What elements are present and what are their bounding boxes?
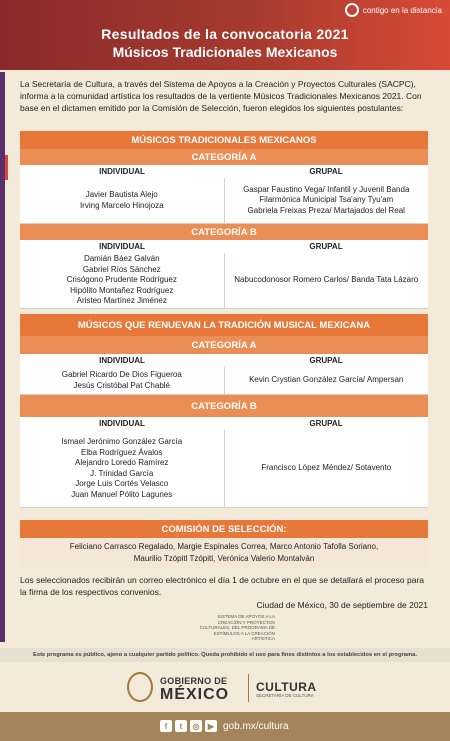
issue-date: Ciudad de México, 30 de septiembre de 2021 — [256, 600, 428, 610]
header-grupal: GRUPAL — [309, 419, 343, 428]
footer-url-link[interactable]: gob.mx/cultura — [223, 721, 289, 732]
header-individual: INDIVIDUAL — [99, 242, 145, 251]
header-individual: INDIVIDUAL — [99, 419, 145, 428]
grupal-cell — [224, 430, 429, 507]
social-icons — [160, 720, 217, 732]
header-banner — [0, 0, 450, 70]
winner-name: Francisco López Méndez/ Sotavento — [261, 463, 392, 473]
commission-title: COMISIÓN DE SELECCIÓN: — [20, 520, 428, 538]
instagram-icon[interactable]: ◎ — [190, 720, 202, 732]
winner-name: Gabriela Freixas Preza/ Martajados del Real — [247, 205, 405, 215]
winner-name: Alejandro Loredo Ramírez — [75, 458, 169, 467]
winner-name: Gaspar Faustino Vega/ Infantil y Juvenil Banda Filarmónica Municipal Tsa'any Tyu'am — [243, 184, 410, 205]
winner-name: Ismael Jerónimo González García — [61, 437, 183, 446]
facebook-icon[interactable]: f — [160, 720, 172, 732]
winner-name: Gabriel Ríos Sánchez — [82, 264, 161, 274]
header-individual: INDIVIDUAL — [99, 356, 145, 365]
winner-name: Jorge Luis Cortés Velasco — [75, 479, 169, 488]
signature-block: SISTEMA DE APOYOS A LA CREACIÓN Y PROYECTOS CULTURALES, DEL PROGRAMA DE ESTÍMULOS A LA CREACIÓN ARTÍSTICA — [199, 614, 275, 641]
header-grupal: GRUPAL — [309, 356, 343, 365]
commission-line: Feliciano Carrasco Regalado, Margie Espinales Correa, Marco Antonio Tafolla Soriano, — [69, 542, 379, 551]
mexico-label: MÉXICO — [160, 686, 230, 703]
winner-name: Gabriel Ricardo De Dios Figueroa — [61, 370, 182, 379]
legal-notice: Este programa es público, ajeno a cualquier partido político. Queda prohibido el uso para fines distintos a los establecidos en el programa. — [0, 648, 450, 662]
column-headers — [20, 165, 428, 178]
table-row — [20, 367, 428, 395]
category-title: CATEGORÍA A — [20, 336, 428, 354]
contigo-logo — [345, 3, 442, 17]
cultura-sublabel: SECRETARÍA DE CULTURA — [256, 693, 314, 698]
individual-cell — [20, 253, 224, 308]
header-grupal: GRUPAL — [309, 242, 343, 251]
category-title: CATEGORÍA A — [20, 149, 428, 165]
winner-name: Irving Marcelo Hinojoza — [79, 200, 164, 210]
grupal-cell — [224, 178, 429, 223]
winner-name: Elba Rodríguez Ávalos — [81, 447, 163, 457]
results-table-section-1 — [20, 131, 428, 309]
results-table-section-2 — [20, 314, 428, 508]
winner-name: Hipólito Montañez Rodríguez — [70, 285, 174, 295]
gobierno-label: GOBIERNO DE — [160, 676, 228, 686]
commission-members — [20, 538, 428, 569]
column-headers — [20, 417, 428, 430]
category-title: CATEGORÍA B — [20, 224, 428, 240]
column-headers — [20, 240, 428, 253]
commission-line: Maurilio Tzópitl Tzópitl, Verónica Valerio Montalván — [133, 554, 315, 563]
section-title: MÚSICOS TRADICIONALES MEXICANOS — [20, 131, 428, 149]
section-title: MÚSICOS QUE RENUEVAN LA TRADICIÓN MUSICAL MEXICANA — [20, 314, 428, 336]
winner-name: Damián Báez Galván — [83, 254, 160, 264]
individual-cell — [20, 178, 224, 223]
category-title: CATEGORÍA B — [20, 395, 428, 417]
closing-paragraph: Los seleccionados recibirán un correo electrónico el día 1 de octubre en el que se detallará el proceso para la firma de los respectivos convenios. — [20, 575, 424, 597]
contigo-tagline: contigo en la distancia — [362, 5, 442, 15]
table-row — [20, 253, 428, 309]
page-title-line1: Resultados de la convocatoria 2021 — [101, 26, 349, 42]
header-grupal: GRUPAL — [309, 167, 343, 176]
page-title-line2: Músicos Tradicionales Mexicanos — [112, 44, 338, 60]
youtube-icon[interactable]: ▶ — [205, 720, 217, 732]
cultura-label: CULTURA — [256, 680, 317, 694]
contigo-logo-icon — [345, 3, 359, 17]
selection-commission — [20, 520, 428, 569]
table-row — [20, 430, 428, 508]
eagle-emblem-icon — [127, 672, 153, 702]
winner-name: Nabucodonosor Romero Carlos/ Banda Tata Lázaro — [234, 275, 419, 285]
table-row — [20, 178, 428, 224]
winner-name: Jesús Cristóbal Pat Chablé — [73, 380, 170, 390]
individual-cell — [20, 367, 224, 394]
grupal-cell — [224, 367, 429, 394]
winner-name: Juan Manuel Pólito Lagunes — [71, 489, 173, 499]
logo-divider — [248, 674, 249, 702]
winner-name: Kevin Crystian González García/ Ampersan — [249, 375, 404, 385]
winner-name: Aristeo Martínez Jiménez — [76, 296, 167, 306]
header-individual: INDIVIDUAL — [99, 167, 145, 176]
side-accent-mark — [5, 155, 8, 180]
winner-name: J. Trinidad García — [90, 468, 154, 478]
column-headers — [20, 354, 428, 367]
grupal-cell — [224, 253, 429, 308]
intro-paragraph: La Secretaría de Cultura, a través del Sistema de Apoyos a la Creación y Proyectos Culturales (SACPC), informa a la comunidad artística los resultados de la vertiente Músicos Tradicionales Mexicanos 2021. Con base en el dictamen emitido por la Comisión de Selección, fueron elegidos los siguientes postulantes: — [20, 79, 422, 114]
winner-name: Crisógono Prudente Rodríguez — [66, 275, 177, 285]
winner-name: Javier Bautista Alejo — [85, 190, 158, 199]
twitter-icon[interactable]: t — [175, 720, 187, 732]
individual-cell — [20, 430, 224, 507]
